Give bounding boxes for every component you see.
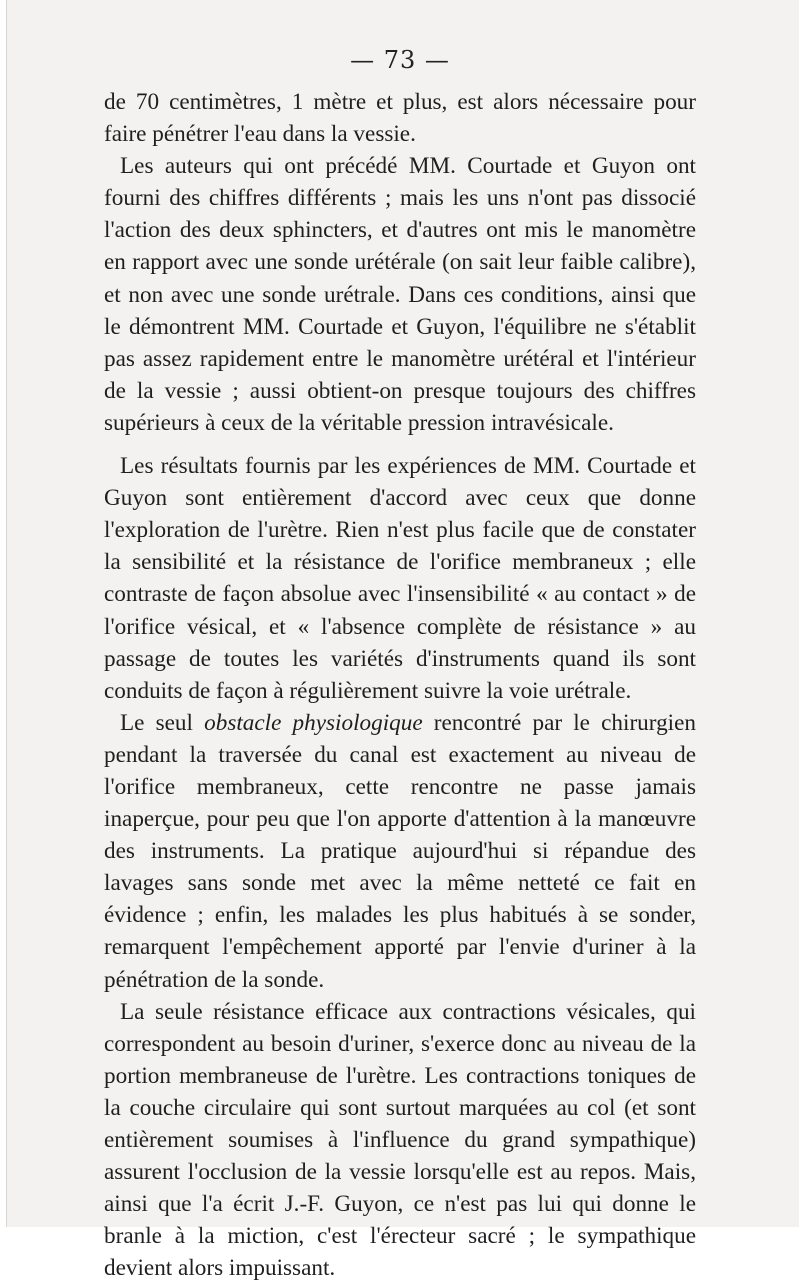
- paragraph-4-start: Le seul: [120, 709, 205, 736]
- paragraph-5: La seule résistance efficace aux contractions vésicales, qui correspondent au besoin d'uriner, s'exerce donc au niveau de la portion membraneuse de l'urètre. Les contractions toniques de la couche circulaire qui sont surtout marquées au col (et sont entièrement soumises à l'influence du grand sympathique) assurent l'occlusion de la vessie lorsqu'elle est au repos. Mais, ainsi que l'a écrit J.-F. Guyon, ce n'est pas lui qui donne le branle à la miction, c'est l'érecteur sacré ; le sympathique devient alors impuissant.: [104, 998, 696, 1282]
- body-text: [104, 86, 696, 1284]
- paragraph-3: Les résultats fournis par les expériences de MM. Courtade et Guyon sont entièrement d'accord avec ceux que donne l'exploration de l'urètre. Rien n'est plus facile que de constater la sensibilité et la résistance de l'orifice membraneux ; elle contraste de façon absolue avec l'insensibilité « au contact » de l'orifice vésical, et « l'absence complète de résistance » au passage de toutes les variétés d'instruments quand ils sont conduits de façon à régulièrement suivre la voie urétrale.: [104, 453, 696, 704]
- paragraph-4: [104, 707, 696, 996]
- paragraph-4-rest: rencontré par le chirurgien pendant la traversée du canal est exactement au niveau de l'orifice membraneux, cette rencontre ne passe jamais inaperçue, pour peu que l'on apporte d'attention à la manœuvre des instruments. La pratique aujourd'hui si répandue des lavages sans sonde met avec la même netteté ce fait en évidence ; enfin, les malades les plus habitués à se sonder, remarquent l'empêchement apporté par l'envie d'uriner à la pénétration de la sonde.: [104, 709, 696, 993]
- paragraph-2: Les auteurs qui ont précédé MM. Courtade et Guyon ont fourni des chiffres différents ; mais les uns n'ont pas dissocié l'action des deux sphincters, et d'autres ont mis le manomètre en rapport avec une sonde urétérale (on sait leur faible calibre), et non avec une sonde urétrale. Dans ces conditions, ainsi que le démontrent MM. Courtade et Guyon, l'équilibre ne s'établit pas assez rapidement entre le manomètre urétéral et l'intérieur de la vessie ; aussi obtient-on presque toujours des chiffres supérieurs à ceux de la véritable pression intravésicale.: [104, 153, 696, 436]
- page-number: — 73 —: [350, 46, 450, 74]
- emphasis-obstacle-physiologique: obstacle physiologique: [204, 709, 423, 736]
- paragraph-1: de 70 centimètres, 1 mètre et plus, est alors nécessaire pour faire pénétrer l'eau dans la vessie.: [104, 89, 696, 148]
